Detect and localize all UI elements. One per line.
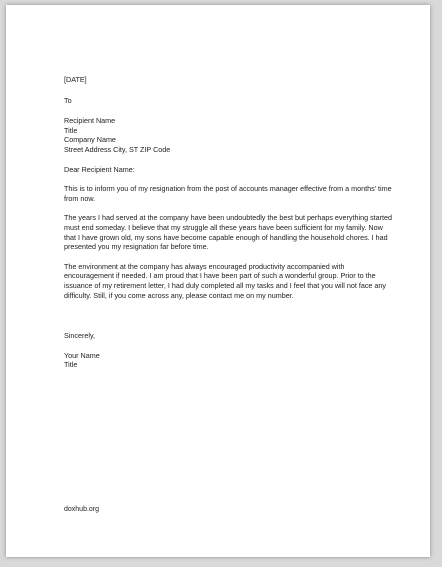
letter-body [64, 75, 396, 370]
document-page [6, 5, 430, 557]
letter-to: To [64, 95, 72, 105]
paragraph-2: The years I had served at the company have been undoubtedly the best but perhaps everything started must end someday. I believe that my struggle all these years have been sufficient for my family. Now that I have grown old, my sons have become capable enough of handling the household chores. I had presented you my resignation far before time. [64, 213, 393, 252]
paragraph-3: The environment at the company has always encouraged productivity accompanied with encouragement if needed. I am proud that I have been part of such a wonderful group. Prior to the issuance of my retirement letter, I had duly completed all my tasks and I feel that you will not face any difficulty. Still, if you come across any, please contact me on my number. [64, 261, 386, 300]
recipient-company: Company Name [64, 135, 116, 145]
closing: Sincerely, [64, 331, 96, 341]
salutation: Dear Recipient Name: [64, 164, 135, 174]
paragraph-1: This is to inform you of my resignation from the post of accounts manager effective from a months' time from now. [64, 184, 392, 203]
recipient-address: Street Address City, ST ZIP Code [64, 144, 171, 154]
recipient-title: Title [64, 125, 78, 135]
footer-source: doxhub.org [64, 506, 100, 513]
sender-name: Your Name [64, 350, 100, 360]
sender-title: Title [64, 360, 78, 370]
sender-block [64, 351, 396, 370]
recipient-name: Recipient Name [64, 116, 116, 126]
recipient-block [64, 116, 396, 154]
letter-date: [DATE] [64, 75, 87, 84]
